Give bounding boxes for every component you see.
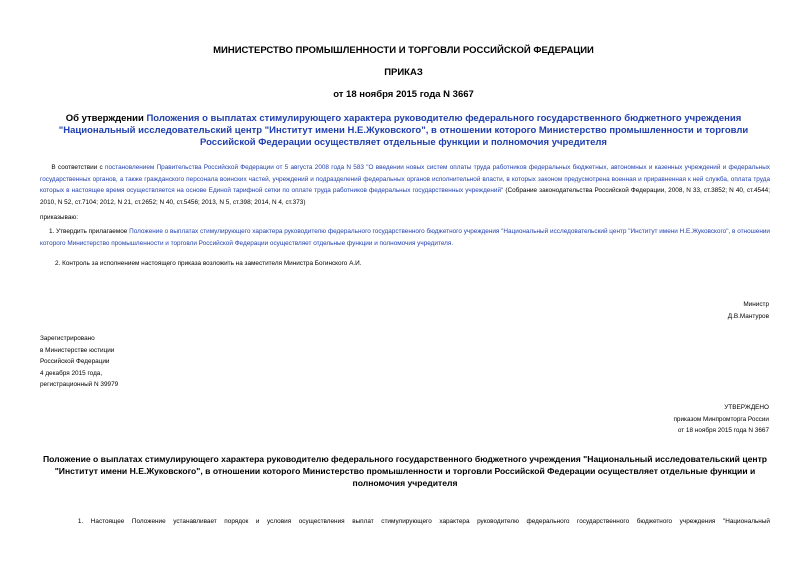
item1-link[interactable]: Положение о выплатах стимулирующего характера руководителю федерального государственного бюджетного учреждения "Национальный исследовательский центр "Институт имени Н.Е.Жуковского", в отношении которого Министерство промышленности и торговли Российской Федерации осуществляет отдельные функции и полномочия учредителя. (40, 228, 770, 247)
approved-block (673, 402, 769, 437)
approved-line: от 18 ноября 2015 года N 3667 (677, 427, 769, 434)
item1-prefix: 1. Утвердить прилагаемое (48, 228, 130, 235)
approved-line: приказом Минпромторга России (673, 415, 769, 423)
registration-line: в Министерстве юстиции (40, 346, 115, 354)
ordered-label: приказываю: (40, 214, 78, 221)
position-title: Положение о выплатах стимулирующего характера руководителю федерального государственного бюджетного учреждения "Национальный исследовательский центр "Институт имени Н.Е.Жуковского", в отношении которого Министерство промышленности и торговли Российской Федерации осуществляет отдельные функции и полномочия учредителя (42, 454, 768, 488)
registration-line: Российской Федерации (40, 358, 110, 365)
position-item-1-text: 1. Настоящее Положение устанавливает порядок и условия осуществления выплат стимулирующего характера руководителю федерального государственного бюджетного учреждения "Национальный (77, 518, 770, 525)
order-item-2: 2. Контроль за исполнением настоящего приказа возложить на заместителя Министра Богинского А.И. (55, 260, 362, 267)
signer-name: Д.В.Мантуров (727, 312, 769, 320)
approved-line: УТВЕРЖДЕНО (724, 404, 769, 411)
registration-block (40, 333, 118, 391)
registration-line: 4 декабря 2015 года, (40, 369, 103, 377)
basis-paragraph (40, 162, 770, 208)
decree-title-link[interactable]: Положения о выплатах стимулирующего характера руководителю федерального государственного бюджетного учреждения "Национальный исследовательский центр "Институт имени Н.Е.Жуковского", в отношении которого Министерство промышленности и торговли Российской Федерации осуществляет отдельные функции и полномочия учредителя (58, 113, 749, 148)
decree-title-prefix: Об утверждении (65, 113, 147, 124)
order-date-heading: от 18 ноября 2015 года N 3667 (333, 89, 474, 100)
decree-title (50, 113, 757, 149)
basis-link[interactable]: постановлением Правительства Российской Федерации от 5 августа 2008 года N 583 "О введении новых систем оплаты труда работников федеральных бюджетных, автономных и казенных учреждений и федеральных государственных органов, а также гражданского персонала воинских частей, учреждений и подразделений федеральных органов исполнительной власти, в которых законом предусмотрена военная и приравненная к ней служба, оплата труда которых в настоящее время осуществляется на основе Единой тарифной сетки по оплате труда работников федеральных государственных учреждений" (40, 164, 770, 194)
order-kind-heading: ПРИКАЗ (384, 67, 423, 78)
registration-line: Зарегистрировано (40, 335, 95, 342)
signature-block (728, 299, 769, 322)
basis-prefix: В соответствии с (51, 164, 106, 171)
ministry-heading: МИНИСТЕРСТВО ПРОМЫШЛЕННОСТИ И ТОРГОВЛИ РОССИЙСКОЙ ФЕДЕРАЦИИ (213, 45, 594, 56)
position-item-1 (40, 516, 770, 528)
registration-line: регистрационный N 39979 (40, 381, 119, 388)
signer-position: Министр (743, 301, 769, 308)
basis-suffix: (Собрание законодательства Российской Федерации, 2008, N 33, ст.3852; N 40, ст.4544; 2010, N 52, ст.7104; 2012, N 21, ст.2652; N 40, ст.5456; 2013, N 5, ст.398; 2014, N 4, ст.373) (40, 187, 770, 206)
order-item-1 (40, 226, 770, 249)
